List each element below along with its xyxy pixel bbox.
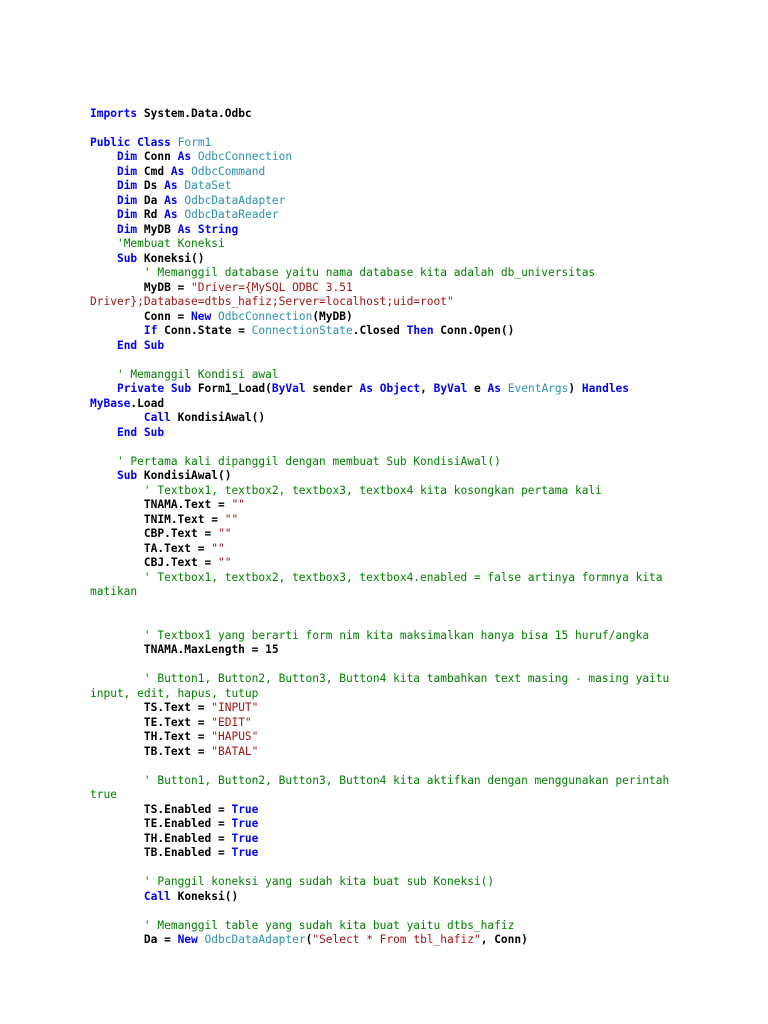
keyword-token: Call [143, 411, 171, 424]
code-text: Conn = [90, 309, 192, 323]
keyword-token: Dim [116, 164, 138, 178]
code-text [501, 382, 508, 395]
code-line [90, 382, 750, 397]
code-line [90, 310, 750, 325]
code-text: TB.Text = [90, 744, 212, 758]
code-line [90, 426, 750, 441]
comment-token: ' Textbox1, textbox2, textbox3, textbox4 kita kosongkan pertama kali [143, 483, 602, 497]
blank-line [90, 440, 750, 455]
code-text [90, 150, 117, 163]
code-text: Koneksi() [170, 889, 239, 903]
code-line [90, 527, 750, 542]
code-text: TB.Enabled = [90, 846, 232, 859]
code-line [90, 542, 750, 557]
keyword-token: As [177, 150, 192, 163]
code-text [90, 875, 144, 888]
string-token: "INPUT" [211, 701, 259, 714]
string-token: "EDIT" [211, 715, 252, 729]
code-text: ) [568, 382, 582, 395]
code-text: .Load [130, 396, 165, 410]
keyword-token: Handles [581, 382, 630, 395]
code-line [90, 571, 750, 586]
code-text: MyDB [137, 222, 178, 236]
comment-token: ' Button1, Button2, Button3, Button4 kita aktifkan dengan menggunakan perintah [143, 773, 670, 787]
code-text: e [467, 382, 488, 395]
string-token: "" [224, 512, 239, 526]
code-text [90, 411, 144, 424]
keyword-token: Private [116, 382, 165, 395]
type-token: EventArgs [507, 382, 569, 395]
code-text: Da [137, 193, 165, 207]
string-token: "Select * From tbl_hafiz" [312, 933, 481, 946]
code-text: Da = [90, 933, 178, 946]
code-text: KondisiAwal() [137, 469, 232, 482]
code-text: MyDB = [90, 280, 192, 294]
code-line [90, 498, 750, 513]
code-listing [90, 92, 750, 948]
keyword-token: Sub [143, 338, 165, 352]
code-text [90, 484, 144, 497]
code-text: TE.Enabled = [90, 817, 232, 830]
code-text [90, 165, 117, 178]
comment-token: 'Membuat Koneksi [116, 237, 225, 250]
code-line [90, 629, 750, 644]
code-text [90, 382, 117, 395]
string-token: "" [217, 556, 232, 569]
code-line [90, 701, 750, 716]
blank-line [90, 353, 750, 368]
keyword-token: Then [406, 324, 434, 337]
code-text [137, 426, 144, 439]
code-text [90, 339, 117, 352]
code-text [198, 933, 205, 946]
keyword-token: Object [379, 382, 421, 395]
code-text [90, 919, 144, 932]
code-text [137, 339, 144, 352]
comment-token: ' Pertama kali dipanggil dengan membuat Sub KondisiAwal() [116, 454, 501, 468]
code-text: TNIM.Text = [90, 512, 225, 526]
code-line [90, 339, 750, 354]
comment-token: ' Memanggil database yaitu nama database kita adalah db_universitas [143, 266, 596, 279]
code-text [90, 426, 117, 439]
comment-token: ' Memanggil table yang sudah kita buat yaitu dtbs_hafiz [143, 918, 515, 932]
string-token: Driver};Database=dtbs_hafiz;Server=localhost;uid=root" [90, 295, 454, 308]
code-text: Conn.Open() [433, 324, 515, 337]
keyword-token: Sub [170, 382, 192, 395]
comment-token: true [90, 788, 117, 801]
keyword-token: Dim [116, 179, 138, 192]
blank-line [90, 614, 750, 629]
code-line [90, 223, 750, 238]
comment-token: input, edit, hapus, tutup [90, 686, 259, 700]
keyword-token: Sub [116, 469, 138, 482]
blank-line [90, 121, 750, 136]
comment-token: ' Textbox1, textbox2, textbox3, textbox4.enabled = false artinya formnya kita [143, 570, 663, 584]
keyword-token: True [231, 846, 259, 859]
code-line [90, 919, 750, 934]
keyword-token: Public [90, 135, 131, 149]
code-line [90, 281, 750, 296]
type-token: OdbcCommand [191, 164, 266, 178]
code-line [90, 208, 750, 223]
code-line [90, 455, 750, 470]
code-line [90, 556, 750, 571]
code-line [90, 774, 750, 789]
code-text [90, 629, 144, 642]
code-text [90, 223, 117, 236]
blank-line [90, 861, 750, 876]
code-text: , Conn) [480, 933, 528, 946]
code-line [90, 179, 750, 194]
code-line [90, 469, 750, 484]
keyword-token: True [231, 802, 259, 816]
code-text [90, 252, 117, 265]
keyword-token: ByVal [433, 382, 468, 395]
string-token: "BATAL" [211, 744, 259, 758]
keyword-token: ByVal [271, 382, 306, 395]
code-line [90, 803, 750, 818]
code-text [164, 382, 171, 395]
code-line [90, 846, 750, 861]
keyword-token: End [116, 338, 138, 352]
type-token: DataSet [184, 179, 232, 192]
comment-token: matikan [90, 585, 138, 598]
blank-line [90, 904, 750, 919]
code-text [90, 469, 117, 482]
keyword-token: Dim [116, 222, 138, 236]
code-text: TE.Text = [90, 715, 212, 729]
code-text: Form1_Load( [191, 382, 272, 395]
keyword-token: String [197, 222, 239, 236]
code-line [90, 643, 750, 658]
code-text [90, 266, 144, 279]
code-text: TS.Text = [90, 701, 212, 714]
blank-line [90, 759, 750, 774]
string-token: "" [217, 527, 232, 540]
code-line [90, 237, 750, 252]
code-line [90, 817, 750, 832]
code-text [90, 455, 117, 468]
code-line [90, 194, 750, 209]
keyword-token: Dim [116, 193, 138, 207]
code-line [90, 745, 750, 760]
code-text [373, 382, 380, 395]
keyword-token: As [164, 179, 178, 192]
keyword-token: True [231, 817, 259, 830]
comment-token: ' Textbox1 yang berarti form nim kita maksimalkan hanya bisa 15 huruf/angka [143, 628, 650, 642]
code-text: Koneksi() [137, 251, 205, 265]
code-text: TNAMA.Text = [90, 498, 232, 511]
type-token: ConnectionState [251, 324, 353, 337]
code-text [90, 179, 117, 192]
code-text: TNAMA.MaxLength = 15 [90, 643, 279, 656]
code-text [211, 310, 218, 323]
code-text [90, 208, 117, 221]
code-text [90, 237, 117, 250]
string-token: "" [211, 541, 225, 555]
comment-token: ' Memanggil Kondisi awal [116, 367, 279, 381]
code-text: Cmd [137, 164, 171, 178]
code-line [90, 890, 750, 905]
type-token: OdbcConnection [197, 150, 293, 163]
comment-token: ' Panggil koneksi yang sudah kita buat sub Koneksi() [143, 875, 495, 888]
code-text: Rd [137, 208, 165, 221]
blank-line [90, 92, 750, 107]
keyword-token: Sub [116, 251, 138, 265]
code-text [90, 324, 144, 337]
code-line [90, 411, 750, 426]
code-text [90, 890, 144, 903]
code-line [90, 136, 750, 151]
code-line [90, 832, 750, 847]
code-line [90, 150, 750, 165]
code-text [171, 136, 178, 149]
keyword-token: MyBase [90, 396, 131, 410]
code-text: TH.Text = [90, 730, 212, 743]
code-text: TA.Text = [90, 541, 212, 555]
code-text: TH.Enabled = [90, 831, 232, 845]
type-token: OdbcDataReader [184, 208, 279, 221]
keyword-token: If [143, 324, 158, 337]
code-line [90, 165, 750, 180]
blank-line [90, 658, 750, 673]
code-line [90, 730, 750, 745]
keyword-token: End [116, 425, 138, 439]
keyword-token: Dim [116, 150, 138, 163]
code-line [90, 484, 750, 499]
code-line [90, 788, 750, 803]
keyword-token: As [487, 382, 502, 395]
keyword-token: New [191, 309, 212, 323]
code-text: Ds [137, 179, 165, 192]
code-text [90, 571, 144, 584]
keyword-token: Imports [90, 106, 138, 120]
code-line [90, 324, 750, 339]
code-line [90, 368, 750, 383]
code-text: TS.Enabled = [90, 802, 232, 816]
keyword-token: True [231, 831, 259, 845]
code-text [90, 194, 117, 207]
code-line [90, 585, 750, 600]
keyword-token: As [177, 222, 192, 236]
code-text [90, 368, 117, 381]
code-text: System.Data.Odbc [137, 106, 252, 120]
string-token: "" [231, 498, 245, 511]
code-text: , [420, 382, 434, 395]
blank-line [90, 600, 750, 615]
keyword-token: As [164, 193, 178, 207]
type-token: Form1 [177, 135, 212, 149]
keyword-token: Dim [116, 208, 138, 221]
keyword-token: New [177, 933, 198, 946]
code-line [90, 397, 750, 412]
code-text: CBP.Text = [90, 527, 218, 540]
keyword-token: As [359, 382, 373, 395]
code-text: (MyDB) [312, 309, 353, 323]
type-token: OdbcDataAdapter [204, 933, 306, 946]
keyword-token: As [170, 164, 185, 178]
code-line [90, 295, 750, 310]
code-text: KondisiAwal() [170, 411, 266, 424]
code-line [90, 716, 750, 731]
code-text: ( [305, 933, 313, 946]
code-line [90, 513, 750, 528]
code-text [90, 672, 144, 685]
code-text: .Closed [352, 324, 407, 337]
code-text: CBJ.Text = [90, 556, 218, 569]
code-text [90, 774, 144, 787]
code-line [90, 672, 750, 687]
keyword-token: Class [137, 135, 171, 149]
code-line [90, 875, 750, 890]
keyword-token: Sub [143, 425, 165, 439]
string-token: "HAPUS" [211, 730, 259, 743]
type-token: OdbcDataAdapter [184, 193, 286, 207]
string-token: "Driver={MySQL ODBC 3.51 [191, 280, 353, 294]
code-text: sender [305, 382, 360, 395]
code-text: Conn [137, 150, 178, 163]
comment-token: ' Button1, Button2, Button3, Button4 kita tambahkan text masing - masing yaitu [143, 672, 670, 685]
code-line [90, 266, 750, 281]
code-line [90, 687, 750, 702]
code-line [90, 107, 750, 122]
code-text [191, 223, 198, 236]
code-text [191, 150, 198, 163]
code-text: Conn.State = [157, 324, 252, 337]
type-token: OdbcConnection [218, 309, 313, 323]
code-line [90, 933, 750, 948]
keyword-token: Call [143, 889, 171, 903]
code-line [90, 252, 750, 267]
keyword-token: As [164, 208, 178, 221]
